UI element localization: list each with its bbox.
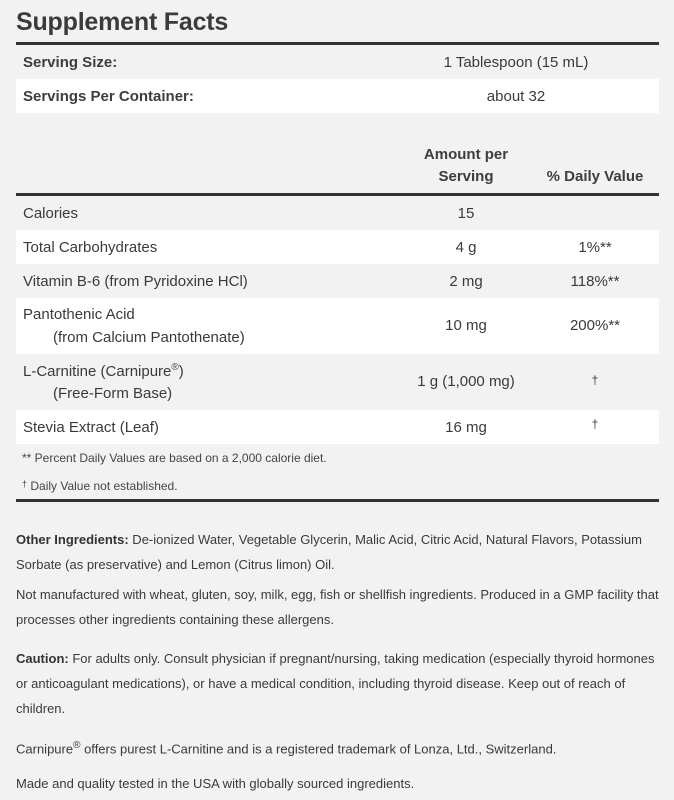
other-ingredients: Other Ingredients: De-ionized Water, Vegetable Glycerin, Malic Acid, Citric Acid, Natural Flavors, Potassium Sorbate (as preservative) and Lemon (Citrus limon) Oil. bbox=[16, 532, 642, 572]
nutrient-amount: 4 g bbox=[455, 239, 477, 256]
nutrient-dv: 1%** bbox=[578, 239, 612, 256]
made-in-statement: Made and quality tested in the USA with globally sourced ingredients. bbox=[16, 776, 415, 791]
amount-header-line1: Amount per bbox=[423, 146, 509, 163]
page-title: Supplement Facts bbox=[16, 8, 229, 36]
nutrient-dv: † bbox=[591, 417, 599, 431]
serving-size-label: Serving Size: bbox=[23, 54, 118, 71]
registered-mark: ® bbox=[171, 362, 179, 373]
nutrient-amount: 10 mg bbox=[445, 317, 487, 334]
other-ingredients-label: Other Ingredients: bbox=[16, 532, 129, 547]
serving-size-row bbox=[16, 45, 659, 79]
nutrient-dv: 118%** bbox=[570, 273, 620, 290]
nutrient-row bbox=[16, 196, 659, 230]
amount-header-line2: Serving bbox=[438, 168, 494, 185]
nutrient-row bbox=[16, 410, 659, 444]
footnote-dagger: † Daily Value not established. bbox=[22, 479, 178, 493]
nutrient-source: (Free-Form Base) bbox=[53, 385, 173, 402]
nutrient-name: Pantothenic Acid bbox=[23, 306, 135, 323]
caution-label: Caution: bbox=[16, 651, 69, 666]
nutrient-name: Stevia Extract (Leaf) bbox=[23, 419, 159, 436]
trademark-statement: Carnipure® offers purest L-Carnitine and is a registered trademark of Lonza, Ltd., Switzerland. bbox=[16, 740, 557, 757]
nutrient-source: (from Calcium Pantothenate) bbox=[53, 329, 245, 346]
nutrient-row bbox=[16, 230, 659, 264]
bottom-rule bbox=[16, 499, 659, 502]
nutrient-name: Calories bbox=[23, 205, 79, 222]
nutrient-amount: 2 mg bbox=[449, 273, 483, 290]
nutrient-row bbox=[16, 354, 659, 410]
nutrient-amount: 1 g (1,000 mg) bbox=[417, 373, 515, 390]
serving-size-value: 1 Tablespoon (15 mL) bbox=[443, 54, 589, 71]
nutrient-row bbox=[16, 264, 659, 298]
nutrient-name: L-Carnitine (Carnipure®) bbox=[23, 362, 184, 380]
nutrient-dv: † bbox=[591, 373, 599, 387]
nutrient-name: Total Carbohydrates bbox=[23, 239, 158, 256]
caution-statement: Caution: For adults only. Consult physician if pregnant/nursing, taking medication (especially thyroid hormones or anticoagulant medications), or have a medical condition, including thyroid disease. Keep out of reach of children. bbox=[16, 651, 655, 716]
footnote-percent: ** Percent Daily Values are based on a 2,000 calorie diet. bbox=[22, 451, 327, 465]
nutrient-dv: 200%** bbox=[569, 317, 621, 334]
allergen-statement: Not manufactured with wheat, gluten, soy, milk, egg, fish or shellfish ingredients. Produced in a GMP facility that processes other ingredients containing these allergens. bbox=[16, 587, 659, 627]
column-header bbox=[16, 140, 659, 192]
nutrient-amount: 15 bbox=[457, 205, 475, 222]
servings-per-container-row bbox=[16, 79, 659, 113]
servings-per-container-label: Servings Per Container: bbox=[23, 88, 194, 105]
nutrient-amount: 16 mg bbox=[445, 419, 487, 436]
servings-per-container-value: about 32 bbox=[486, 88, 546, 105]
nutrient-name: Vitamin B-6 (from Pyridoxine HCl) bbox=[23, 273, 248, 290]
registered-mark: ® bbox=[73, 740, 81, 751]
daily-value-header: % Daily Value bbox=[546, 168, 644, 185]
nutrient-row bbox=[16, 298, 659, 354]
